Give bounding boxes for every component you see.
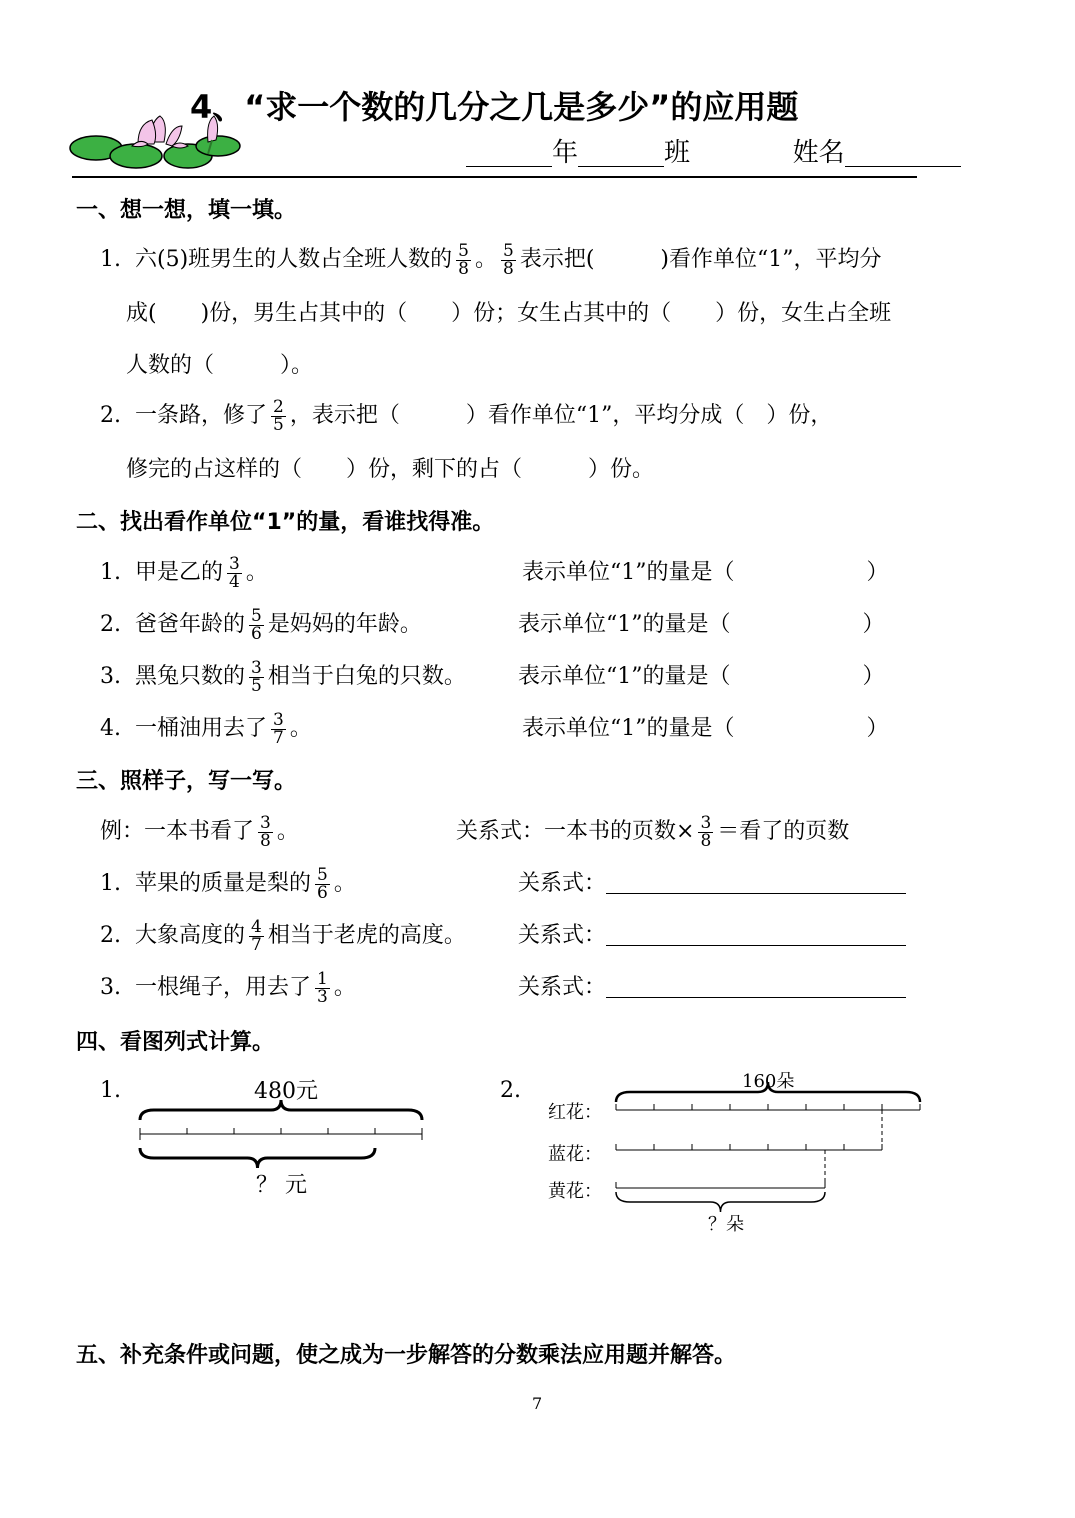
bottom-brace <box>140 1148 375 1168</box>
fraction: $\frac{5}{8}$ <box>458 240 469 279</box>
question-number: 1. <box>100 247 121 272</box>
s3-item: 2. 大象高度的 $\frac{4}{7}$ 相当于老虎的高度。 <box>100 916 466 955</box>
fig2-total-label: 160朵 <box>742 1071 795 1092</box>
fraction: $\frac{3}{8}$ <box>260 812 271 851</box>
section-4-heading: 四、看图列式计算。 <box>76 1030 275 1055</box>
fraction: $\frac{3}{8}$ <box>700 812 712 851</box>
s1-q1-line2: 成( )份，男生占其中的（ ）份；女生占其中的（ ）份，女生占全班 <box>126 301 892 326</box>
s3-relation: 关系式： <box>518 970 906 1001</box>
s3-item: 3. 一根绳子，用去了 $\frac{1}{3}$ 。 <box>100 968 356 1007</box>
class-name-line <box>466 132 961 169</box>
s2-item: 2. 爸爸年龄的 $\frac{5}{6}$ 是妈妈的年龄。 <box>100 605 422 644</box>
fig2-question-label: ？朵 <box>708 1214 744 1235</box>
fig2-row-red: 红花： <box>548 1102 602 1123</box>
s1-q2-line1 <box>100 398 832 434</box>
s2-item: 4. 一桶油用去了 $\frac{3}{7}$ 。 <box>100 709 312 748</box>
s3-example-relation: 关系式：一本书的页数× $\frac{3}{8}$ ＝看了的页数 <box>456 812 850 851</box>
name-blank[interactable] <box>845 138 961 167</box>
s3-relation: 关系式： <box>518 918 906 949</box>
fig1-question-label: ？ 元 <box>256 1173 307 1198</box>
header-rule <box>72 176 917 178</box>
section-2-heading: 二、找出看作单位“1”的量，看谁找得准。 <box>76 510 495 535</box>
question-number: 2. <box>100 403 121 428</box>
fraction: $\frac{5}{6}$ <box>251 605 262 644</box>
relation-answer-line[interactable] <box>606 973 906 998</box>
s1-q1-line1 <box>100 242 882 278</box>
fraction: $\frac{3}{4}$ <box>229 553 240 592</box>
fraction: $\frac{3}{5}$ <box>251 657 262 696</box>
page-number: 7 <box>532 1394 543 1413</box>
fig1-total-label: 480元 <box>254 1079 318 1104</box>
grade-label: 年 <box>552 138 579 168</box>
s2-answer[interactable]: 表示单位“1”的量是（ ） <box>522 560 889 585</box>
fraction: $\frac{2}{5}$ <box>273 396 284 435</box>
fraction: $\frac{1}{3}$ <box>317 968 328 1007</box>
fig2-row-blue: 蓝花： <box>548 1144 602 1165</box>
q1-text: 。 <box>475 247 498 272</box>
fig2-line-diagram <box>610 1088 930 1218</box>
grade-blank[interactable] <box>466 138 552 167</box>
fig1-number: 1. <box>100 1078 121 1103</box>
q1-text: 表示把( )看作单位“1”，平均分 <box>519 247 882 272</box>
q1-text: 六(5)班男生的人数占全班人数的 <box>135 247 453 272</box>
s2-answer[interactable]: 表示单位“1”的量是（ ） <box>518 612 885 637</box>
section-1-heading: 一、想一想，填一填。 <box>76 198 297 223</box>
q2-text: ，表示把（ ）看作单位“1”，平均分成（ ）份， <box>289 403 833 428</box>
s2-answer[interactable]: 表示单位“1”的量是（ ） <box>522 716 889 741</box>
fig2-row-yellow: 黄花： <box>548 1181 602 1202</box>
s3-item: 1. 苹果的质量是梨的 $\frac{5}{6}$ 。 <box>100 864 356 903</box>
relation-answer-line[interactable] <box>606 869 906 894</box>
s2-item: 1. 甲是乙的 $\frac{3}{4}$ 。 <box>100 553 268 592</box>
fraction: $\frac{3}{7}$ <box>273 709 284 748</box>
top-brace <box>140 1100 422 1120</box>
s2-item: 3. 黑兔只数的 $\frac{3}{5}$ 相当于白兔的只数。 <box>100 657 466 696</box>
s1-q2-line2: 修完的占这样的（ ）份，剩下的占（ ）份。 <box>126 457 655 482</box>
s1-q1-line3: 人数的（ ）。 <box>126 353 314 378</box>
s3-relation: 关系式： <box>518 866 906 897</box>
fraction: $\frac{5}{8}$ <box>503 240 514 279</box>
q2-text: 一条路，修了 <box>135 403 268 428</box>
section-5-heading: 五、补充条件或问题，使之成为一步解答的分数乘法应用题并解答。 <box>76 1343 737 1368</box>
relation-answer-line[interactable] <box>606 921 906 946</box>
class-label: 班 <box>664 138 691 168</box>
s3-example: 例：一本书看了 $\frac{3}{8}$ 。 <box>100 812 299 851</box>
name-label: 姓名 <box>792 138 845 168</box>
fig2-number: 2. <box>500 1078 521 1103</box>
fraction: $\frac{4}{7}$ <box>251 916 262 955</box>
fraction: $\frac{5}{6}$ <box>317 864 328 903</box>
page-title: 4、“求一个数的几分之几是多少”的应用题 <box>190 88 799 126</box>
section-3-heading: 三、照样子，写一写。 <box>76 769 297 794</box>
bottom-brace <box>616 1192 825 1212</box>
s2-answer[interactable]: 表示单位“1”的量是（ ） <box>518 664 885 689</box>
class-blank[interactable] <box>578 138 664 167</box>
top-brace <box>616 1082 920 1102</box>
